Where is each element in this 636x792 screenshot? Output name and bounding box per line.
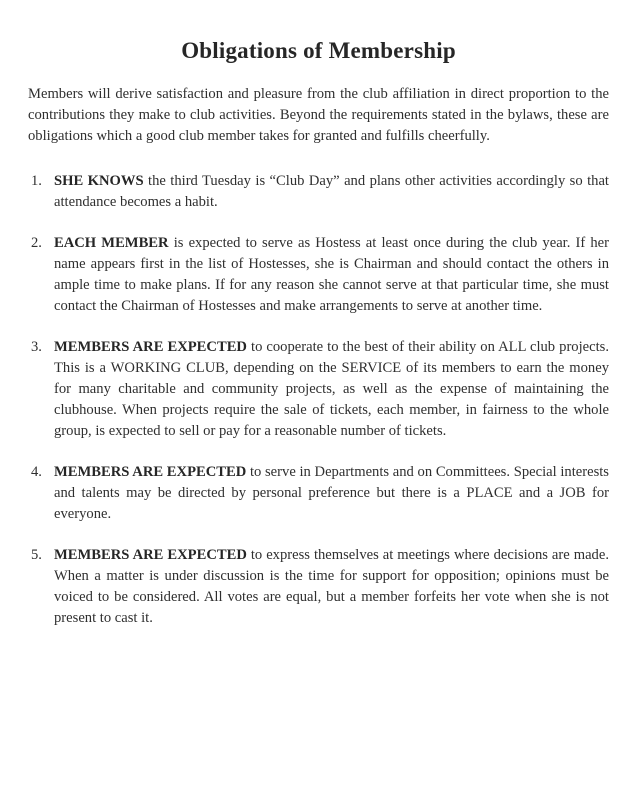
list-item [28,337,609,442]
page-title: Obligations of Membership [181,38,456,63]
list-item-text [54,171,609,213]
list-item-lead: SHE KNOWS [54,173,144,189]
list-item-text [54,545,609,629]
list-item-body: is expected to serve as Hostess at least once during the club year. If her name appears first in the list of Hostesses, she is Chairman and should contact the others in ample time to make plans. If for any reason she cannot serve at that particular time, she must contact the Chairman of Hostesses and make arrangements to serve at another time. [54,235,609,314]
list-item-text [54,337,609,442]
list-item [28,233,609,317]
list-item-number: 2. [31,235,42,251]
list-item-number: 1. [31,173,42,189]
list-item-text [54,462,609,525]
list-item [28,171,609,213]
list-item [28,462,609,525]
list-item-text [54,233,609,317]
list-item-lead: MEMBERS ARE EXPECTED [54,464,247,480]
list-item-lead: EACH MEMBER [54,235,169,251]
list-item-body: the third Tuesday is “Club Day” and plans other activities accordingly so that attendance becomes a habit. [54,173,609,210]
list-item-body: to serve in Departments and on Committees. Special interests and talents may be directed by personal preference but there is a PLACE and a JOB for everyone. [54,464,609,522]
list-item [28,545,609,629]
list-item-lead: MEMBERS ARE EXPECTED [54,339,247,355]
list-item-number: 4. [31,464,42,480]
list-item-lead: MEMBERS ARE EXPECTED [54,547,247,563]
list-item-body: to express themselves at meetings where decisions are made. When a matter is under discussion is the time for support for opposition; opinions must be voiced to be considered. All votes are equal, but a member forfeits her vote when she is not present to cast it. [54,547,609,626]
obligation-list [28,171,609,629]
list-item-number: 3. [31,339,42,355]
list-item-number: 5. [31,547,42,563]
intro-paragraph: Members will derive satisfaction and pleasure from the club affiliation in direct proportion to the contributions they make to club activities. Beyond the requirements stated in the bylaws, these are obligations which a good club member takes for granted and fulfills cheerfully. [28,86,609,144]
list-item-body: to cooperate to the best of their ability on ALL club projects. This is a WORKING CLUB, depending on the SERVICE of its members to earn the money for many charitable and community projects, as well as the expense of maintaining the clubhouse. When projects require the sale of tickets, each member, in fairness to the whole group, is expected to sell or pay for a reasonable number of tickets. [54,339,609,439]
